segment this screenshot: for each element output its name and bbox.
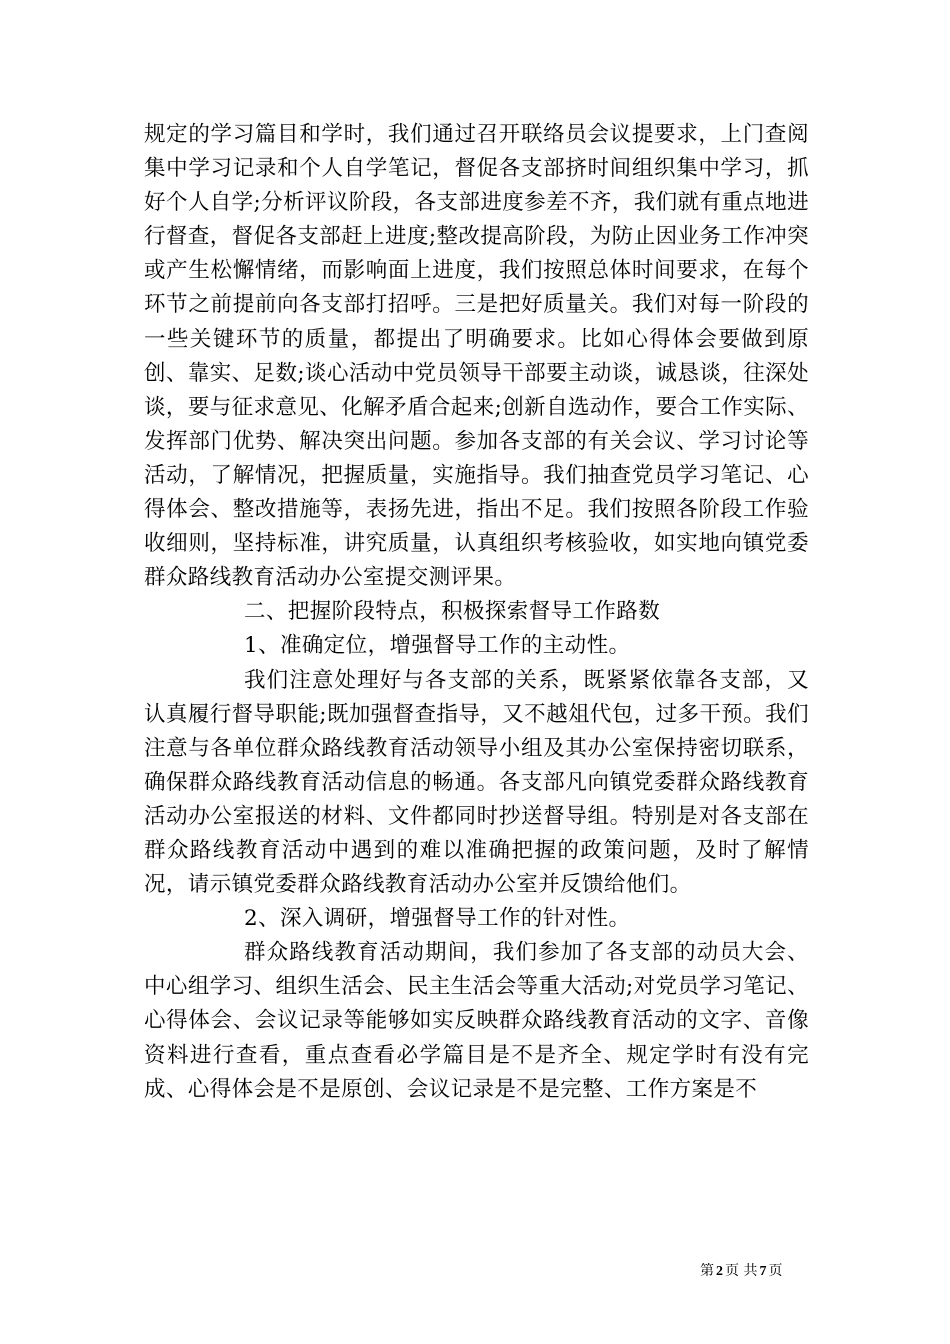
page-number-suffix: 页 xyxy=(768,1263,783,1279)
total-page-number: 7 xyxy=(759,1264,767,1279)
document-body xyxy=(144,118,809,1107)
page-number-middle: 页 共 xyxy=(725,1263,758,1279)
subheading-positioning: 1、准确定位，增强督导工作的主动性。 xyxy=(244,633,631,659)
current-page-number: 2 xyxy=(716,1264,723,1279)
subheading-research: 2、深入调研，增强督导工作的针对性。 xyxy=(244,906,631,932)
section-heading-two: 二、把握阶段特点，积极探索督导工作路数 xyxy=(244,599,661,625)
paragraph-quality-control: 规定的学习篇目和学时，我们通过召开联络员会议提要求，上门查阅集中学习记录和个人自学笔记，督促各支部挤时间组织集中学习，抓好个人自学;分析评议阶段，各支部进度参差不齐，我们就有重点地进行督查，督促各支部赶上进度;整改提高阶段，为防止因业务工作冲突或产生松懈情绪，而影响面上进度，我们按照总体时间要求，在每个环节之前提前向各支部打招呼。三是把好质量关。我们对每一阶段的一些关键环节的质量，都提出了明确要求。比如心得体会要做到原创、靠实、足数;谈心活动中党员领导干部要主动谈，诚恳谈，往深处谈，要与征求意见、化解矛盾合起来;创新自选动作，要合工作实际、发挥部门优势、解决突出问题。参加各支部的有关会议、学习讨论等活动，了解情况，把握质量，实施指导。我们抽查党员学习笔记、心得体会、整改措施等，表扬先进，指出不足。我们按照各阶段工作验收细则，坚持标准，讲究质量，认真组织考核验收，如实地向镇党委群众路线教育活动办公室提交测评果。 xyxy=(144,122,809,591)
page-number-prefix: 第 xyxy=(700,1263,714,1279)
page-footer xyxy=(700,1262,782,1281)
paragraph-research: 群众路线教育活动期间，我们参加了各支部的动员大会、中心组学习、组织生活会、民主生活会等重大活动;对党员学习笔记、心得体会、会议记录等能够如实反映群众路线教育活动的文字、音像资料进行查看，重点查看必学篇目是不是齐全、规定学时有没有完成、心得体会是不是原创、会议记录是不是完整、工作方案是不 xyxy=(144,940,809,1102)
paragraph-positioning: 我们注意处理好与各支部的关系，既紧紧依靠各支部，又认真履行督导职能;既加强督查指导，又不越俎代包，过多干预。我们注意与各单位群众路线教育活动领导小组及其办公室保持密切联系，确保群众路线教育活动信息的畅通。各支部凡向镇党委群众路线教育活动办公室报送的材料、文件都同时抄送督导组。特别是对各支部在群众路线教育活动中遇到的难以准确把握的政策问题，及时了解情况，请示镇党委群众路线教育活动办公室并反馈给他们。 xyxy=(144,667,809,898)
